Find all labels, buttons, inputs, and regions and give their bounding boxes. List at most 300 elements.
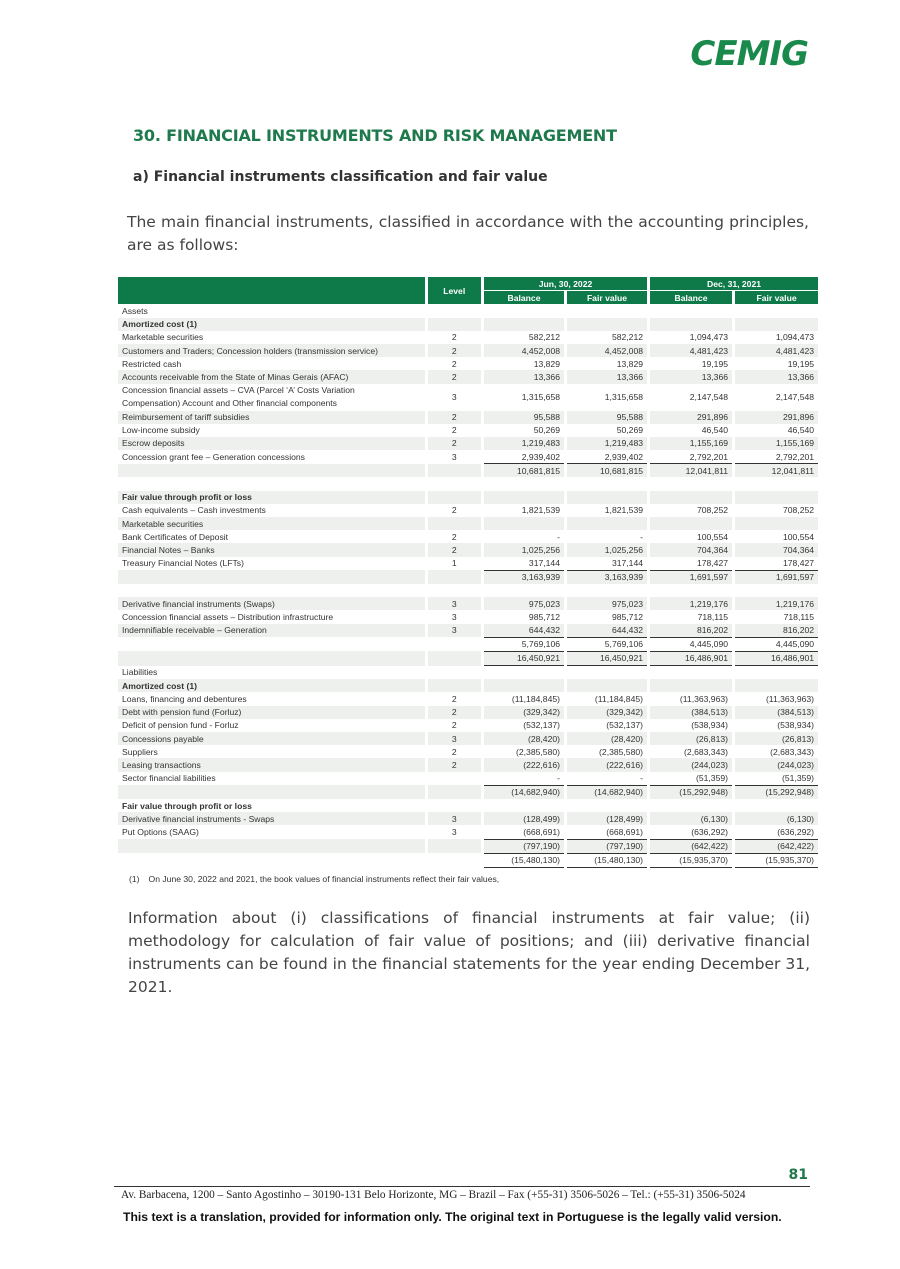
row-level: 3: [426, 597, 481, 610]
row-level: [426, 651, 481, 665]
table-row: [118, 692, 818, 705]
cell-jun-balance: 4,452,008: [484, 344, 564, 357]
cell-dec-balance: [650, 584, 732, 597]
cell-dec-fair-value: 4,481,423: [735, 344, 818, 357]
cell-dec-fair-value: 291,896: [735, 411, 818, 424]
cell-dec-fair-value: [735, 517, 818, 530]
row-level: [426, 637, 481, 651]
row-label: Marketable securities: [122, 332, 204, 343]
cell-dec-fair-value: 4,445,090: [735, 637, 818, 651]
row-label: [118, 839, 426, 853]
cell-jun-balance: [484, 304, 564, 317]
cell-jun-balance: 975,023: [484, 597, 564, 610]
row-level: [426, 799, 481, 812]
row-level: [426, 491, 481, 504]
cell-dec-fair-value: 1,219,176: [735, 597, 818, 610]
cell-jun-balance: -: [557, 773, 560, 784]
cell-dec-balance: 100,554: [696, 531, 729, 542]
cell-dec-fair-value: 1,691,597: [735, 570, 818, 584]
cell-dec-balance: (6,130): [650, 812, 732, 825]
row-label: Amortized cost (1): [118, 318, 426, 331]
row-level: 3: [426, 450, 481, 464]
cell-jun-balance: 10,681,815: [484, 464, 564, 478]
row-label: Escrow deposits: [118, 437, 426, 450]
cell-dec-fair-value: (244,023): [735, 758, 818, 771]
page-number: 81: [788, 1167, 808, 1183]
cell-jun-balance: 985,712: [528, 611, 560, 622]
cell-dec-fair-value: 704,364: [735, 543, 818, 556]
header-period-jun-2022: Jun, 30, 2022: [484, 277, 647, 291]
row-level: 2: [426, 530, 481, 543]
cell-dec-fair-value: (6,130): [735, 812, 818, 825]
cell-jun-balance: (532,137): [523, 720, 560, 731]
row-label: Marketable securities: [118, 517, 426, 530]
cell-jun-balance: (329,342): [484, 706, 564, 719]
cell-dec-balance: 4,481,423: [650, 344, 732, 357]
row-label-line-1: Concession financial assets – CVA (Parcel ‘A’ Costs Variation: [122, 385, 355, 395]
cell-jun-fair-value: -: [640, 773, 644, 784]
cell-jun-fair-value: 4,452,008: [567, 344, 647, 357]
row-level: 2: [426, 758, 481, 771]
cell-dec-balance: 12,041,811: [650, 464, 732, 478]
row-level: [426, 772, 481, 786]
row-level: 2: [426, 357, 481, 370]
row-label: Amortized cost (1): [118, 679, 426, 692]
cell-jun-fair-value: [567, 318, 647, 331]
cell-jun-fair-value: 95,588: [567, 411, 647, 424]
cell-jun-fair-value: (222,616): [567, 758, 647, 771]
cell-jun-fair-value: 5,769,106: [567, 637, 647, 651]
table-row: [118, 570, 818, 584]
header-balance: Balance: [650, 291, 732, 305]
cell-dec-fair-value: (26,813): [735, 732, 818, 745]
cell-jun-fair-value: 1,821,539: [604, 505, 644, 516]
cell-dec-fair-value: [735, 477, 818, 490]
cell-jun-balance: [484, 679, 564, 692]
cell-jun-fair-value: [567, 799, 647, 812]
row-level: [426, 666, 481, 680]
cell-dec-fair-value: 1,094,473: [775, 332, 815, 343]
intro-paragraph: The main financial instruments, classified in accordance with the accounting principles, are as follows:: [127, 213, 809, 254]
table-row: [118, 477, 818, 490]
table-row: [118, 411, 818, 424]
table-row: [118, 812, 818, 825]
cell-dec-balance: (11,363,963): [679, 694, 729, 705]
cell-dec-fair-value: 816,202: [735, 624, 818, 638]
cell-dec-balance: (642,422): [650, 839, 732, 853]
row-level: 3: [426, 732, 481, 745]
table-row: [118, 853, 818, 867]
cell-jun-fair-value: [567, 666, 647, 680]
table-row: [118, 651, 818, 665]
footnote: [129, 874, 499, 884]
cell-dec-balance: [650, 679, 732, 692]
cell-jun-fair-value: (15,480,130): [567, 853, 647, 867]
table-row: [118, 543, 818, 556]
table-row: [118, 610, 818, 623]
cell-jun-fair-value: (28,420): [567, 732, 647, 745]
cell-jun-balance: 317,144: [528, 558, 560, 569]
cell-dec-fair-value: (2,683,343): [770, 746, 815, 757]
row-level: [426, 785, 481, 799]
row-label: [118, 464, 426, 478]
table-row: [118, 437, 818, 450]
cell-dec-balance: 708,252: [696, 505, 729, 516]
row-level: 3: [426, 624, 481, 638]
row-label: Leasing transactions: [118, 758, 426, 771]
cell-jun-balance: [484, 666, 564, 680]
cell-dec-balance: 2,147,548: [689, 392, 729, 402]
table-row: [118, 464, 818, 478]
footer-disclaimer: This text is a translation, provided for information only. The original text in Portuguese is the legally valid version.: [123, 1210, 782, 1224]
footer-divider: [114, 1186, 810, 1187]
cell-dec-fair-value: 2,792,201: [775, 451, 815, 462]
table-row: [118, 530, 818, 543]
header-fair-value: Fair value: [735, 291, 818, 305]
cell-dec-fair-value: 16,486,901: [735, 651, 818, 665]
table-row: [118, 597, 818, 610]
row-label: Customers and Traders; Concession holders (transmission service): [118, 344, 426, 357]
row-label: Deficit of pension fund - Forluz: [122, 720, 239, 731]
row-level: [426, 853, 481, 867]
header-fair-value: Fair value: [567, 291, 647, 305]
cell-dec-fair-value: [735, 318, 818, 331]
row-label: Fair value through profit or loss: [122, 800, 252, 811]
table-row: [118, 745, 818, 758]
table-row: [118, 785, 818, 799]
table-row: [118, 491, 818, 504]
row-level: [426, 318, 481, 331]
cell-jun-fair-value: (668,691): [606, 826, 644, 837]
footer-address: Av. Barbacena, 1200 – Santo Agostinho – 30190-131 Belo Horizonte, MG – Brazil – Fax (+55-31) 3506-5026 – Tel.: (+55-31) 3506-5024: [121, 1189, 746, 1201]
cell-jun-balance: (222,616): [484, 758, 564, 771]
cell-jun-fair-value: 582,212: [611, 332, 644, 343]
cell-dec-balance: 1,094,473: [689, 332, 729, 343]
cell-dec-balance: 816,202: [650, 624, 732, 638]
cemig-logo: CEMIG: [690, 34, 808, 74]
table-row: [118, 450, 818, 464]
table-row: [118, 719, 818, 732]
table-row: [118, 825, 818, 839]
table-row: [118, 666, 818, 680]
cell-dec-balance: 178,427: [696, 558, 729, 569]
cell-dec-fair-value: [735, 799, 818, 812]
table-row: [118, 370, 818, 383]
cell-jun-fair-value: 317,144: [611, 558, 644, 569]
row-label-line-2: Compensation) Account and Other financial components: [122, 398, 337, 408]
table-row: [118, 679, 818, 692]
cell-jun-fair-value: 10,681,815: [567, 464, 647, 478]
cell-dec-fair-value: (51,359): [782, 773, 815, 784]
row-label: Sector financial liabilities: [122, 773, 216, 784]
cell-jun-fair-value: (14,682,940): [567, 785, 647, 799]
cell-dec-balance: 291,896: [650, 411, 732, 424]
cell-dec-balance: 1,219,176: [650, 597, 732, 610]
row-label: Indemnifiable receivable – Generation: [118, 624, 426, 638]
row-label: [118, 477, 426, 490]
cell-dec-balance: [650, 304, 732, 317]
header-balance: Balance: [484, 291, 564, 305]
cell-dec-fair-value: [735, 491, 818, 504]
row-label: Restricted cash: [122, 358, 182, 369]
row-label: Fair value through profit or loss: [118, 491, 426, 504]
table-row: [118, 318, 818, 331]
row-label: Loans, financing and debentures: [122, 694, 247, 705]
cell-jun-balance: 1,821,539: [521, 505, 560, 516]
cell-jun-fair-value: 3,163,939: [567, 570, 647, 584]
row-level: [426, 464, 481, 478]
cell-jun-balance: [484, 584, 564, 597]
cell-dec-balance: (244,023): [650, 758, 732, 771]
cell-jun-fair-value: (329,342): [567, 706, 647, 719]
row-level: [426, 584, 481, 597]
cell-dec-fair-value: [735, 584, 818, 597]
cell-dec-balance: 13,366: [650, 370, 732, 383]
cell-jun-fair-value: 2,939,402: [604, 451, 644, 462]
cell-jun-balance: [484, 799, 564, 812]
table-row: [118, 384, 818, 411]
cell-dec-balance: [650, 666, 732, 680]
row-level: [426, 304, 481, 317]
footnote-text: On June 30, 2022 and 2021, the book values of financial instruments reflect their fair values,: [148, 874, 500, 884]
cell-jun-balance: (128,499): [484, 812, 564, 825]
cell-jun-balance: [484, 318, 564, 331]
cell-dec-balance: 46,540: [701, 425, 729, 436]
table-row: [118, 772, 818, 786]
cell-dec-balance: 718,115: [697, 611, 729, 622]
row-label: Put Options (SAAG): [122, 827, 199, 838]
cell-dec-fair-value: (538,934): [777, 720, 815, 731]
table-row: [118, 304, 818, 317]
cell-dec-fair-value: 19,195: [787, 358, 815, 369]
row-label: [118, 853, 426, 867]
cell-jun-fair-value: (797,190): [567, 839, 647, 853]
row-level: [426, 679, 481, 692]
cell-jun-balance: 2,939,402: [521, 451, 560, 462]
row-level: [426, 477, 481, 490]
cell-jun-balance: (668,691): [523, 826, 560, 837]
row-label: Derivative financial instruments - Swaps: [118, 812, 426, 825]
header-level: Level: [426, 277, 481, 304]
section-subtitle: a) Financial instruments classification and fair value: [133, 169, 548, 185]
header-period-dec-2021: Dec, 31, 2021: [650, 277, 818, 291]
cell-jun-fair-value: 16,450,921: [567, 651, 647, 665]
cell-dec-balance: [650, 491, 732, 504]
cell-dec-balance: [650, 517, 732, 530]
cell-dec-balance: (51,359): [696, 773, 729, 784]
cell-jun-balance: 1,315,658: [521, 392, 560, 402]
cell-dec-fair-value: 46,540: [787, 425, 815, 436]
row-label: Liabilities: [122, 667, 158, 678]
table-row: [118, 331, 818, 344]
cell-dec-balance: (538,934): [691, 720, 729, 731]
cell-jun-balance: 16,450,921: [484, 651, 564, 665]
cell-jun-balance: [484, 477, 564, 490]
row-label: Financial Notes – Banks: [118, 543, 426, 556]
financial-instruments-table: [118, 277, 818, 868]
header-description: [118, 277, 426, 304]
cell-dec-balance: 16,486,901: [650, 651, 732, 665]
row-label: Reimbursement of tariff subsidies: [118, 411, 426, 424]
cell-dec-balance: 704,364: [650, 543, 732, 556]
row-label: [118, 651, 426, 665]
cell-jun-fair-value: 1,315,658: [604, 392, 644, 402]
cell-dec-fair-value: (384,513): [735, 706, 818, 719]
cell-jun-balance: 644,432: [484, 624, 564, 638]
cell-jun-fair-value: 644,432: [567, 624, 647, 638]
table-body: [118, 304, 818, 867]
row-label: [118, 637, 426, 651]
cell-dec-balance: [650, 318, 732, 331]
cell-jun-balance: 13,829: [533, 358, 560, 369]
row-level: 2: [426, 331, 481, 344]
cell-jun-balance: (28,420): [484, 732, 564, 745]
cell-dec-fair-value: (15,292,948): [735, 785, 818, 799]
row-label: Cash equivalents – Cash investments: [122, 505, 266, 516]
cell-jun-balance: 1,025,256: [484, 543, 564, 556]
cell-dec-fair-value: (636,292): [777, 826, 815, 837]
table-row: [118, 839, 818, 853]
cell-dec-fair-value: 718,115: [783, 611, 815, 622]
cell-dec-balance: 19,195: [701, 358, 729, 369]
cell-jun-fair-value: [567, 477, 647, 490]
row-label: Debt with pension fund (Forluz): [118, 706, 426, 719]
row-label: Concession financial assets – Distribution infrastructure: [122, 611, 334, 622]
cell-dec-balance: 4,445,090: [650, 637, 732, 651]
cell-dec-balance: (15,935,370): [650, 853, 732, 867]
row-label: Concession grant fee – Generation concessions: [122, 451, 305, 462]
table-row: [118, 557, 818, 571]
row-level: 2: [426, 692, 481, 705]
cell-jun-balance: 1,219,483: [484, 437, 564, 450]
cell-jun-balance: 95,588: [484, 411, 564, 424]
cell-dec-fair-value: 178,427: [782, 558, 815, 569]
table-row: [118, 732, 818, 745]
row-level: 3: [426, 825, 481, 839]
cell-dec-fair-value: [735, 679, 818, 692]
table-row: [118, 357, 818, 370]
row-level: [426, 839, 481, 853]
cell-jun-balance: (14,682,940): [484, 785, 564, 799]
cell-jun-balance: [484, 517, 564, 530]
cell-jun-balance: [484, 491, 564, 504]
cell-dec-balance: [650, 799, 732, 812]
cell-jun-balance: 3,163,939: [484, 570, 564, 584]
cell-jun-balance: 582,212: [528, 332, 560, 343]
row-label: Assets: [122, 305, 148, 316]
table-row: [118, 706, 818, 719]
row-label: Bank Certificates of Deposit: [122, 531, 229, 542]
row-label: Treasury Financial Notes (LFTs): [122, 558, 244, 569]
cell-jun-balance: 13,366: [484, 370, 564, 383]
cell-jun-fair-value: 1,025,256: [567, 543, 647, 556]
row-level: 2: [426, 370, 481, 383]
cell-dec-fair-value: 12,041,811: [735, 464, 818, 478]
row-level: 2: [426, 706, 481, 719]
row-level: 2: [426, 543, 481, 556]
cell-dec-balance: (15,292,948): [650, 785, 732, 799]
cell-jun-balance: 50,269: [533, 425, 560, 436]
row-level: 2: [426, 437, 481, 450]
cell-dec-balance: 2,792,201: [689, 451, 729, 462]
cell-jun-fair-value: (11,184,845): [594, 694, 644, 705]
row-label: Concessions payable: [118, 732, 426, 745]
row-level: 2: [426, 411, 481, 424]
row-level: 2: [426, 719, 481, 732]
cell-jun-balance: 5,769,106: [484, 637, 564, 651]
table-row: [118, 344, 818, 357]
row-label: Derivative financial instruments (Swaps): [118, 597, 426, 610]
row-label: Suppliers: [122, 746, 158, 757]
cell-jun-fair-value: (2,385,580): [599, 746, 644, 757]
table-row: [118, 758, 818, 771]
cell-jun-fair-value: (128,499): [567, 812, 647, 825]
cell-jun-fair-value: [567, 491, 647, 504]
row-label: Accounts receivable from the State of Minas Gerais (AFAC): [118, 370, 426, 383]
cell-jun-balance: -: [557, 531, 560, 542]
cell-jun-balance: (11,184,845): [511, 694, 560, 705]
cell-jun-fair-value: [567, 304, 647, 317]
cell-jun-fair-value: 13,829: [616, 358, 644, 369]
cell-dec-balance: (2,683,343): [684, 746, 729, 757]
cell-dec-fair-value: 2,147,548: [775, 392, 815, 402]
cell-dec-balance: [650, 477, 732, 490]
table-row: [118, 517, 818, 530]
cell-dec-fair-value: 100,554: [782, 531, 815, 542]
row-level: [426, 570, 481, 584]
cell-jun-fair-value: -: [640, 531, 644, 542]
cell-jun-fair-value: 13,366: [567, 370, 647, 383]
cell-dec-balance: (384,513): [650, 706, 732, 719]
row-level: 2: [426, 424, 481, 437]
cell-jun-fair-value: [567, 517, 647, 530]
table-row: [118, 799, 818, 812]
cell-dec-balance: (26,813): [650, 732, 732, 745]
cell-jun-fair-value: [567, 584, 647, 597]
cell-jun-balance: (15,480,130): [484, 853, 564, 867]
row-label: [118, 584, 426, 597]
row-level: 2: [426, 745, 481, 758]
footnote-marker: (1): [129, 874, 140, 884]
cell-dec-fair-value: [735, 666, 818, 680]
table-row: [118, 504, 818, 517]
row-level: 2: [426, 344, 481, 357]
table-row: [118, 584, 818, 597]
cell-jun-fair-value: [567, 679, 647, 692]
cell-dec-balance: 1,155,169: [650, 437, 732, 450]
cell-jun-fair-value: 985,712: [611, 611, 644, 622]
table-row: [118, 637, 818, 651]
cell-dec-fair-value: (15,935,370): [735, 853, 818, 867]
cell-jun-balance: (797,190): [484, 839, 564, 853]
cell-dec-balance: 1,691,597: [650, 570, 732, 584]
row-level: 3: [426, 812, 481, 825]
row-label: [118, 570, 426, 584]
row-label: [118, 785, 426, 799]
cell-jun-fair-value: 50,269: [616, 425, 644, 436]
info-paragraph: Information about (i) classifications of financial instruments at fair value; (ii) methodology for calculation of fair value of positions; and (iii) derivative financial instruments can be found in the financial statements for the year ending December 31, 2021.: [128, 909, 810, 996]
row-label: [118, 384, 426, 411]
table-row: [118, 424, 818, 437]
row-level: 3: [426, 384, 481, 411]
cell-dec-fair-value: 13,366: [735, 370, 818, 383]
cell-dec-fair-value: [735, 304, 818, 317]
row-level: 1: [426, 557, 481, 571]
cell-jun-fair-value: (532,137): [606, 720, 644, 731]
cell-dec-fair-value: 1,155,169: [735, 437, 818, 450]
cell-jun-fair-value: 975,023: [567, 597, 647, 610]
row-label: Low-income subsidy: [122, 425, 200, 436]
